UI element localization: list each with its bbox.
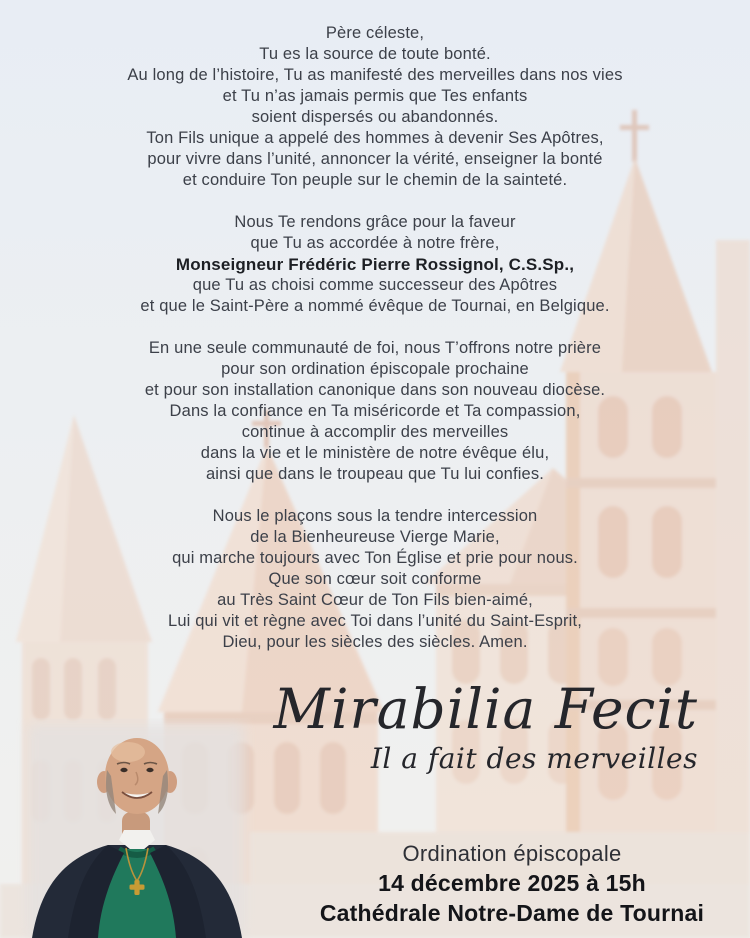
prayer-line: Nous Te rendons grâce pour la faveur (234, 213, 516, 231)
prayer-line: En une seule communauté de foi, nous T’offrons notre prière (148, 339, 602, 357)
prayer-line: ainsi que dans le troupeau que Tu lui confies. (205, 465, 545, 483)
prayer-line: Au long de l’histoire, Tu as manifesté des merveilles dans nos vies (127, 66, 623, 84)
prayer-line: pour son ordination épiscopale prochaine (221, 360, 529, 378)
prayer-line: Ton Fils unique a appelé des hommes à devenir Ses Apôtres, (146, 129, 604, 147)
prayer-line: au Très Saint Cœur de Ton Fils bien-aimé, (217, 591, 533, 609)
event-date: 14 décembre 2025 à 15h (378, 870, 646, 896)
prayer-line: Père céleste, (325, 24, 425, 42)
event-location: Cathédrale Notre-Dame de Tournai (319, 900, 705, 926)
prayer-line: dans la vie et le ministère de notre évêque élu, (200, 444, 550, 462)
event-details (283, 839, 741, 928)
prayer-paragraph-4 (0, 506, 750, 653)
prayer-line: continue à accomplir des merveilles (241, 423, 509, 441)
prayer-line: qui marche toujours avec Ton Église et prie pour nous. (172, 549, 578, 567)
prayer-paragraph-1 (0, 23, 750, 191)
prayer-line: que Tu as choisi comme successeur des Apôtres (192, 276, 558, 294)
prayer-paragraph-3 (0, 338, 750, 485)
prayer-line: que Tu as accordée à notre frère, (250, 234, 500, 252)
prayer-line: Nous le plaçons sous la tendre intercession (212, 507, 538, 525)
prayer-line: pour vivre dans l’unité, annoncer la vérité, enseigner la bonté (147, 150, 603, 168)
motto-block (274, 678, 698, 777)
prayer-line: Que son cœur soit conforme (268, 570, 482, 588)
prayer-line: soient dispersés ou abandonnés. (251, 108, 499, 126)
prayer-line: et conduire Ton peuple sur le chemin de la sainteté. (182, 171, 568, 189)
bishop-portrait-photo (16, 718, 256, 938)
prayer-line: et pour son installation canonique dans son nouveau diocèse. (144, 381, 606, 399)
prayer-line: Dans la confiance en Ta miséricorde et Ta compassion, (169, 402, 581, 420)
motto-subtitle: Il a fait des merveilles (370, 742, 698, 775)
prayer-line: et Tu n’as jamais permis que Tes enfants (222, 87, 528, 105)
prayer-line: Tu es la source de toute bonté. (259, 45, 491, 63)
prayer-line: Dieu, pour les siècles des siècles. Amen. (222, 633, 528, 651)
prayer-line: et que le Saint-Père a nommé évêque de Tournai, en Belgique. (140, 297, 610, 315)
event-title: Ordination épiscopale (402, 841, 622, 866)
motto-title: Mirabilia Fecit (273, 677, 698, 741)
prayer-line: de la Bienheureuse Vierge Marie, (250, 528, 500, 546)
bishop-name: Monseigneur Frédéric Pierre Rossignol, C.S.Sp., (175, 255, 575, 274)
prayer-line: Lui qui vit et règne avec Toi dans l’unité du Saint-Esprit, (168, 612, 582, 630)
prayer-text (0, 23, 750, 674)
prayer-paragraph-2 (0, 212, 750, 317)
